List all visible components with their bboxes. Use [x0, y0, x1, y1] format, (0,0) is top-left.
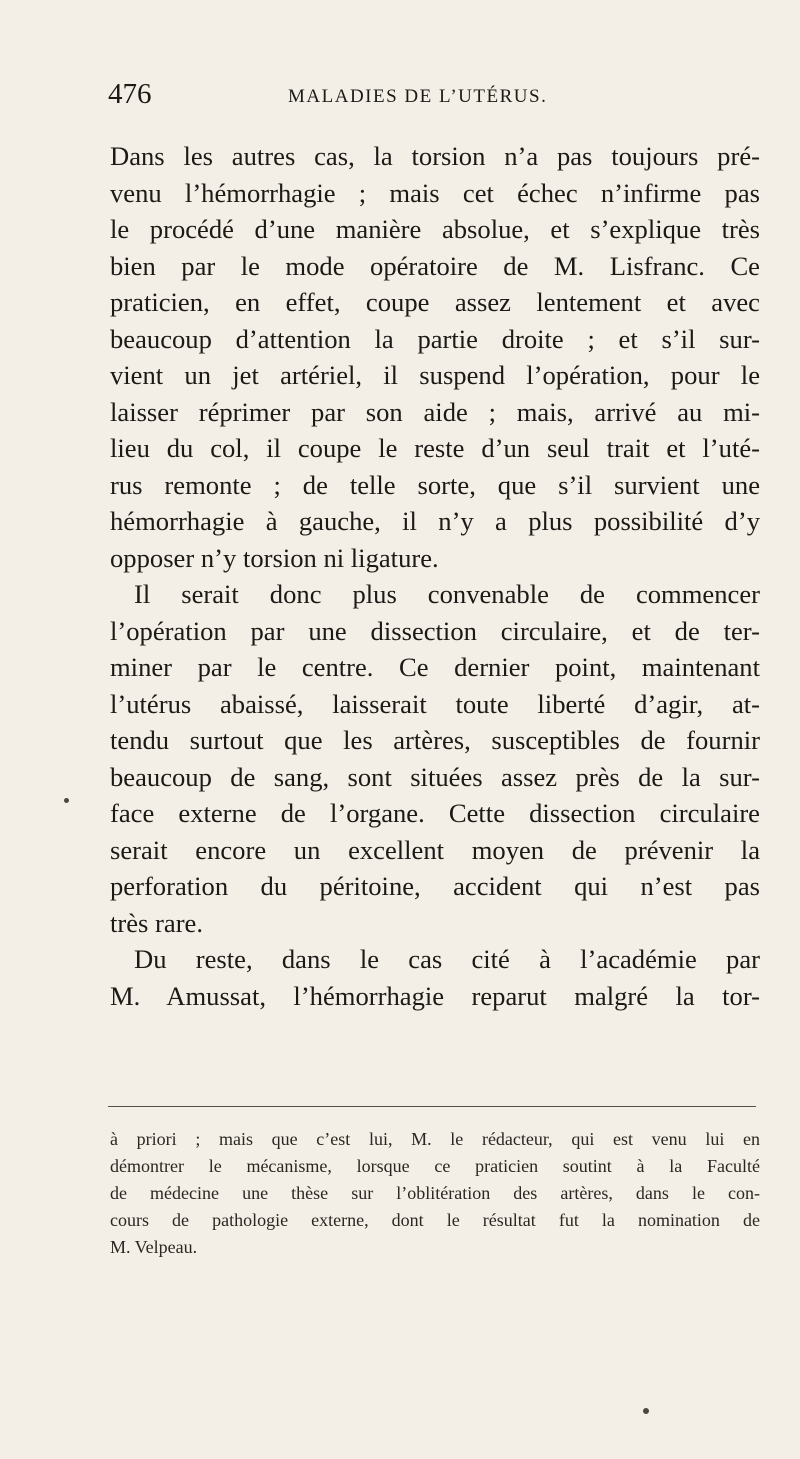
footnote-separator	[108, 1106, 756, 1107]
text-line: très rare.	[110, 907, 204, 938]
text-line: vient un jet artériel, il suspend l’opération, pour le	[110, 360, 760, 390]
footnote-line: M. Velpeau.	[110, 1237, 198, 1257]
text-line: le procédé d’une manière absolue, et s’explique très	[110, 214, 760, 244]
ink-speck	[643, 1408, 649, 1414]
text-line: hémorrhagie à gauche, il n’y a plus possibilité d’y	[110, 506, 760, 536]
ink-speck	[64, 798, 69, 803]
text-line: tendu surtout que les artères, susceptibles de fournir	[110, 725, 760, 755]
text-line: lieu du col, il coupe le reste d’un seul trait et l’uté-	[110, 433, 760, 463]
text-line: beaucoup de sang, sont situées assez près de la sur-	[110, 761, 760, 792]
footnote-line: à priori ; mais que c’est lui, M. le rédacteur, qui est venu lui en	[110, 1129, 760, 1149]
text-line: Du reste, dans le cas cité à l’académie par	[134, 944, 760, 974]
text-line: perforation du péritoine, accident qui n’est pas	[110, 871, 760, 901]
text-line: l’opération par une dissection circulaire, et de ter-	[110, 615, 760, 646]
text-line: opposer n’y torsion ni ligature.	[110, 542, 439, 573]
text-line: bien par le mode opératoire de M. Lisfranc. Ce	[110, 250, 760, 281]
footnote-line: démontrer le mécanisme, lorsque ce praticien soutint à la Faculté	[110, 1156, 760, 1176]
text-line: laisser réprimer par son aide ; mais, arrivé au mi-	[110, 396, 760, 427]
text-line: Il serait donc plus convenable de commencer	[134, 579, 760, 609]
text-line: Dans les autres cas, la torsion n’a pas toujours pré-	[110, 141, 760, 171]
text-line: face externe de l’organe. Cette dissection circulaire	[110, 798, 760, 828]
text-line: M. Amussat, l’hémorrhagie reparut malgré la tor-	[110, 980, 760, 1011]
text-line: venu l’hémorrhagie ; mais cet échec n’infirme pas	[110, 177, 760, 208]
page-number: 476	[108, 78, 152, 110]
text-line: beaucoup d’attention la partie droite ; et s’il sur-	[110, 323, 760, 354]
footnote	[110, 1126, 760, 1261]
text-line: rus remonte ; de telle sorte, que s’il survient une	[110, 469, 760, 500]
text-line: serait encore un excellent moyen de prévenir la	[110, 834, 760, 865]
page-header	[108, 78, 748, 118]
footnote-line: de médecine une thèse sur l’oblitération des artères, dans le con-	[110, 1183, 760, 1203]
running-head: MALADIES DE L’UTÉRUS.	[288, 86, 548, 107]
footnote-line: cours de pathologie externe, dont le résultat fut la nomination de	[110, 1210, 760, 1230]
text-line: miner par le centre. Ce dernier point, maintenant	[110, 652, 760, 682]
text-line: praticien, en effet, coupe assez lentement et avec	[110, 287, 760, 317]
main-text	[110, 138, 760, 1014]
text-line: l’utérus abaissé, laisserait toute liberté d’agir, at-	[110, 688, 760, 719]
